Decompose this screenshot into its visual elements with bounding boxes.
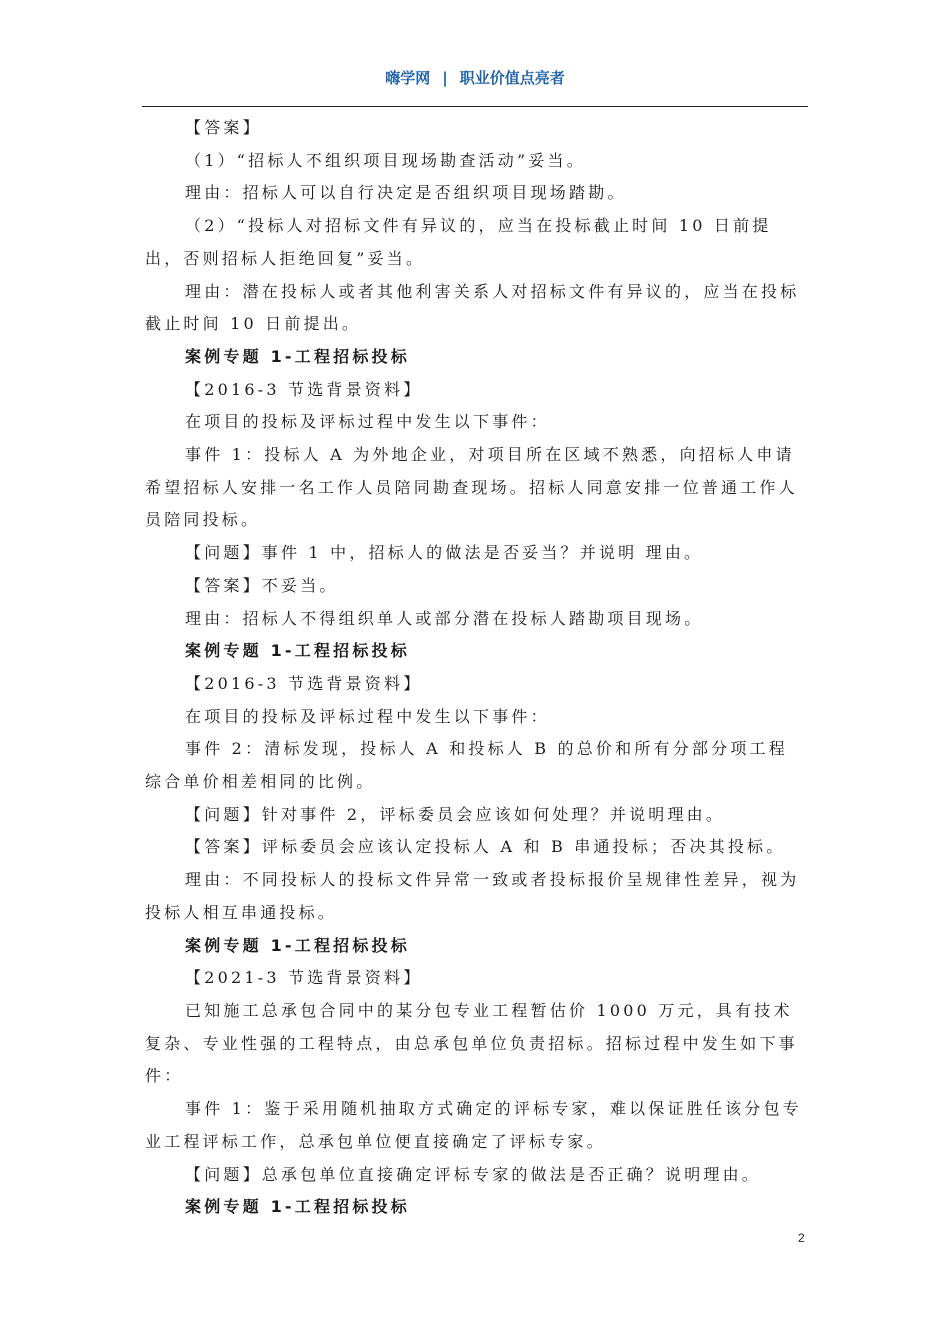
section-heading: 案例专题 1-工程招标投标 (185, 1197, 410, 1217)
page-number: 2 (798, 1231, 805, 1245)
page-body (145, 112, 805, 1224)
background-label: 【2016-3 节选背景资料】 (185, 379, 423, 399)
section-heading: 案例专题 1-工程招标投标 (185, 641, 410, 661)
header-slogan: 职业价值点亮者 (459, 69, 565, 87)
reason-paragraph: 理由：招标人不得组织单人或部分潜在投标人踏勘项目现场。 (185, 608, 704, 628)
page-header (0, 66, 950, 90)
paragraph: 在项目的投标及评标过程中发生以下事件： (185, 412, 550, 432)
event-paragraph: 事件 2：清标发现，投标人 A 和投标人 B 的总价和所有分部分项工程综合单价相差相同的比例。 (145, 739, 788, 792)
header-site-name: 嗨学网 (385, 69, 431, 87)
reason-2: 理由：潜在投标人或者其他利害关系人对招标文件有异议的，应当在投标截止时间 10 日前提出。 (145, 281, 800, 334)
background-label: 【2016-3 节选背景资料】 (185, 673, 423, 693)
paragraph: 在项目的投标及评标过程中发生以下事件： (185, 706, 550, 726)
background-paragraph: 已知施工总承包合同中的某分包专业工程暂估价 1000 万元，具有技术复杂、专业性强的工程特点，由总承包单位负责招标。招标过程中发生如下事件： (145, 1000, 798, 1086)
section-heading: 案例专题 1-工程招标投标 (185, 935, 410, 955)
event-paragraph: 事件 1：投标人 A 为外地企业，对项目所在区域不熟悉，向招标人申请希望招标人安排一名工作人员陪同勘查现场。招标人同意安排一位普通工作人员陪同投标。 (145, 445, 798, 530)
reason-paragraph: 理由：不同投标人的投标文件异常一致或者投标报价呈规律性差异，视为投标人相互串通投标。 (145, 870, 800, 922)
answer-paragraph: 【答案】不妥当。 (185, 575, 339, 595)
header-separator: | (442, 69, 448, 87)
event-paragraph: 事件 1：鉴于采用随机抽取方式确定的评标专家，难以保证胜任该分包专业工程评标工作，总承包单位便直接确定了评标专家。 (145, 1099, 802, 1151)
question-paragraph: 【问题】总承包单位直接确定评标专家的做法是否正确？说明理由。 (185, 1164, 762, 1184)
section-heading: 案例专题 1-工程招标投标 (185, 346, 410, 366)
answer-item-1: （1）“招标人不组织项目现场勘查活动”妥当。 (185, 150, 586, 170)
answer-item-2: （2）“投标人对招标文件有异议的，应当在投标截止时间 10 日前提出，否则招标人拒绝回复”妥当。 (145, 216, 772, 268)
background-label: 【2021-3 节选背景资料】 (185, 968, 423, 988)
reason-1: 理由：招标人可以自行决定是否组织项目现场踏勘。 (185, 183, 627, 203)
header-rule (142, 106, 808, 107)
question-paragraph: 【问题】事件 1 中，招标人的做法是否妥当？并说明 理由。 (185, 543, 704, 563)
answer-label: 【答案】 (185, 118, 262, 137)
question-paragraph: 【问题】针对事件 2，评标委员会应该如何处理？并说明理由。 (185, 804, 726, 824)
answer-paragraph: 【答案】评标委员会应该认定投标人 A 和 B 串通投标；否决其投标。 (185, 837, 786, 857)
